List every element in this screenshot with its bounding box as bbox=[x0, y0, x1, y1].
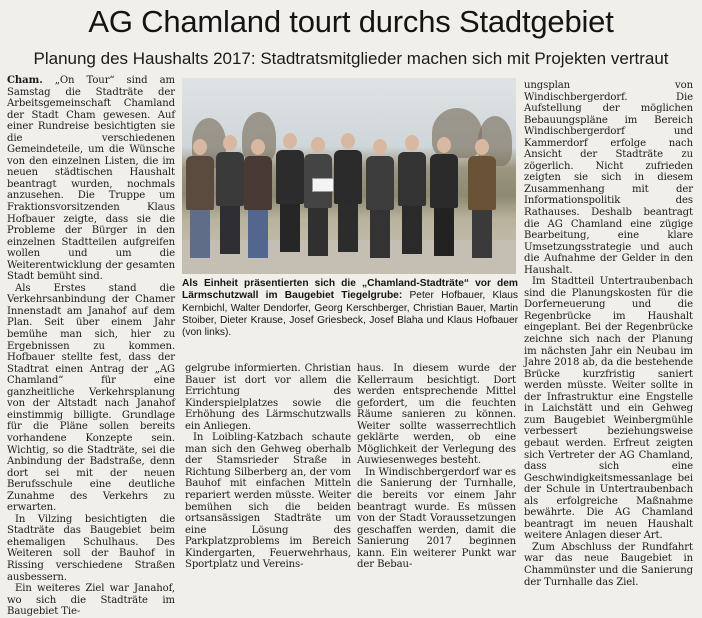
person-figure bbox=[186, 139, 214, 258]
article-column-1 bbox=[7, 75, 175, 618]
paragraph-text: „On Tour“ sind am Samstag die Stadträte der Arbeitsgemeinschaft Chamland der Stadt Cham gewesen. Auf einer Rundreise besichtigten sie die verschiedenen Gemeindeteile, um die Wünsche von den einzelnen Listen, die im neuen städtischen Haushalt beantragt wurden, nochmals anzusehen. Die Truppe um Fraktionsvorsitzenden Klaus Hofbauer zeigte, dass sie die Probleme der Bürger in den einzelnen Stadtteilen aufgreifen wollen und um die Weiterentwicklung der gesamten Stadt bemüht sind. bbox=[7, 75, 175, 283]
person-figure bbox=[468, 139, 496, 258]
dateline: Cham. bbox=[7, 75, 43, 86]
group-photo bbox=[182, 78, 516, 274]
paragraph: Als Erstes stand die Verkehrsanbindung der Chamer Innenstadt am Janahof auf dem Plan. Seit über einem Jahr bemühe man sich, hier zu Ergebnissen zu kommen. Hofbauer stellte fest, dass der Stadtrat einen Antrag der „AG Chamland“ für eine ganzheitliche Verkehrsplanung von der Altstadt nach Janahof einstimmig billigte. Grundlage für die Pläne sollen bereits vorhandene Konzepte sein. Wichtig, so die Stadträte, sei die Anbindung der Badstraße, denn dort sei mit der neuen Berufsschule eine deutliche Zunahme des Verkehrs zu erwarten. bbox=[7, 282, 175, 514]
paragraph: haus. In diesem wurde der Kellerraum besichtigt. Dort werden entsprechende Mittel gefordert, um die feuchten Räume sanieren zu können. Weiter sollte wasserrechtlich geklärte werden, ob eine Möglichkeit der Verlegung des Auwiesenweges besteht. bbox=[357, 363, 516, 467]
headline: AG Chamland tourt durchs Stadtgebiet bbox=[88, 4, 614, 39]
person-figure bbox=[276, 133, 304, 252]
article-column-3 bbox=[357, 363, 516, 571]
caption-names: Peter Hofbauer, Klaus Kernbichl, Walter Dendorfer, Georg Kerschberger, Christian Bauer, Martin Stoiber, Dieter Krause, Josef Griesbeck, Josef Blaha und Klaus Hofbauer (von links). bbox=[182, 290, 518, 339]
caption-lead: Als Einheit präsentierten sich die „Chamland-Stadträte“ vor dem Lärmschutzwall im Baugebiet Tiegelgrube: bbox=[182, 278, 518, 302]
paragraph: Ein weiteres Ziel war Janahof, wo sich die Stadträte im Baugebiet Tie- bbox=[7, 583, 175, 618]
paragraph: Zum Abschluss der Rundfahrt war das neue Baugebiet in Chammünster und die Sanierung der Turnhalle das Ziel. bbox=[524, 541, 693, 588]
article-column-4 bbox=[524, 80, 693, 588]
person-figure bbox=[398, 135, 426, 254]
paper-sheet bbox=[312, 178, 334, 192]
paragraph: gelgrube informierten. Christian Bauer ist dort vor allem die Errichtung des Kinderspielplatzes sowie die Erhöhung des Lärmschutzwalls ein Anliegen. bbox=[185, 363, 351, 432]
paragraph bbox=[7, 75, 175, 283]
paragraph: ungsplan von Windischbergerdorf. Die Aufstellung der möglichen Bebauungspläne im Bereich Windischbergerdorf und Kammerdorf erfolge nach Ansicht der Stadträte zu zögerlich. Nicht zufrieden zeigten sie sich in diesem Zusammenhang mit der Informationspolitik des Rathauses. Deshalb beantragt die AG Chamland eine zügige Bearbeitung, eine klare Umsetzungsstrategie und auch die Aufnahme der Gelder in den Haushalt. bbox=[524, 80, 693, 276]
person-figure bbox=[430, 137, 458, 256]
person-figure bbox=[334, 133, 362, 252]
paragraph: In Vilzing besichtigten die Stadträte das Baugebiet beim ehemaligen Schulhaus. Des Weiteren soll der Bauhof in Rissing verschiedene Straßen ausbessern. bbox=[7, 513, 175, 583]
paragraph: Im Stadtteil Untertraubenbach sind die Planungskosten für die Dorferneuerung und die Regenbrücke im Haushalt eingeplant. Bei der Regenbrücke zeichne sich nach der Planung im nächsten Jahr ein Neubau im Jahre 2018 ab, da die bestehende Brücke kurzfristig saniert werden müsste. Weiter sollte in der Infrastruktur eine Engstelle in Laichstätt und ein Gehweg zum Baugebiet Weinbergmühle verbessert beziehungsweise gebaut werden. Erfreut zeigten sich Vertreter der AG Chamland, dass sich eine Geschwindigkeitsmessanlage bei der Schule in Untertraubenbach als erfolgreiche Maßnahme bewährte. Die AG Chamland beantragt im neuen Haushalt weitere Anlagen dieser Art. bbox=[524, 276, 693, 542]
article-column-2 bbox=[185, 363, 351, 571]
photo-caption bbox=[182, 278, 518, 358]
person-figure bbox=[244, 139, 272, 258]
paragraph: In Loibling-Katzbach schaute man sich den Gehweg oberhalb der Stamsrieder Straße in Richtung Silberberg an, der vom Bauhof mit einfachen Mitteln repariert werden müsste. Weiter bemühen sich die beiden ortsansässigen Stadträte um eine Lösung des Parkplatzproblems im Bereich Kindergarten, Feuerwehrhaus, Sportplatz und Vereins- bbox=[185, 432, 351, 571]
person-figure bbox=[366, 139, 394, 258]
paragraph: In Windischbergerdorf war es die Sanierung der Turnhalle, die bereits vor einem Jahr beantragt wurde. Es müssen von der Stadt Voraussetzungen geschaffen werden, damit die Sanierung 2017 beginnen kann. Ein weiterer Punkt war der Bebau- bbox=[357, 466, 516, 571]
person-figure bbox=[216, 135, 244, 254]
subheadline: Planung des Haushalts 2017: Stadtratsmitglieder machen sich mit Projekten vertraut bbox=[33, 49, 669, 68]
person-figure bbox=[304, 137, 332, 256]
